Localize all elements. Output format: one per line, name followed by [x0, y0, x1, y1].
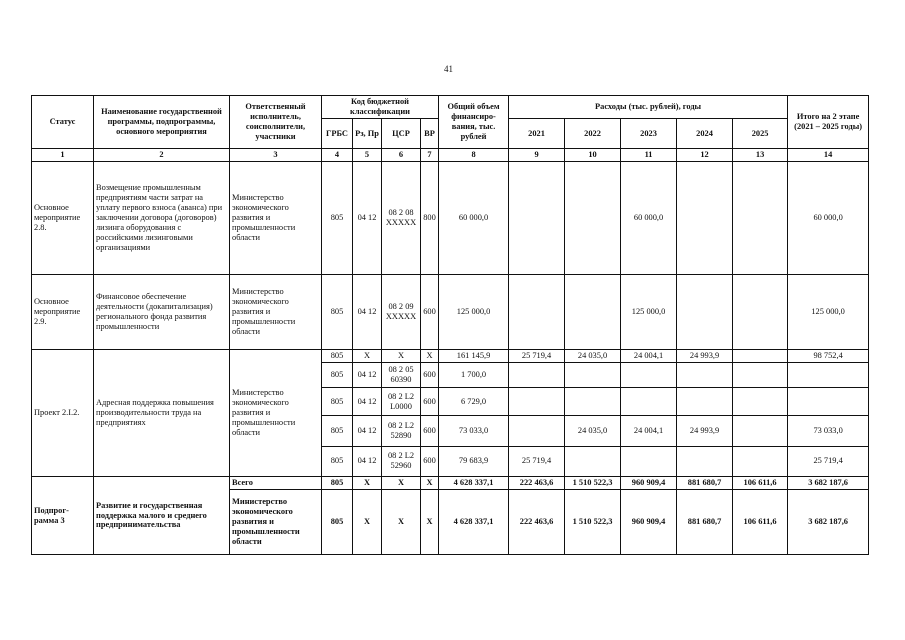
header-row-1: [32, 96, 869, 119]
col-num: 3: [230, 149, 322, 162]
row-grbs: 805: [322, 162, 353, 274]
row-2023: 60 000,0: [621, 162, 677, 274]
page-number: 41: [444, 64, 453, 74]
row-rzpr: 04 12: [353, 387, 382, 415]
row-vr: 600: [421, 446, 439, 476]
row-2021: [509, 387, 565, 415]
row-2022: [565, 362, 621, 387]
row-grbs: 805: [322, 349, 353, 362]
row-csr: 08 2 08 XXXXX: [382, 162, 421, 274]
row-2024: [677, 446, 733, 476]
row-2022: [565, 274, 621, 349]
row-2024: [677, 162, 733, 274]
col-num: 8: [439, 149, 509, 162]
row-2021: [509, 162, 565, 274]
row-vr: 600: [421, 362, 439, 387]
row-2022: 1 510 522,3: [565, 477, 621, 490]
header-rzpr: Рз, Пр: [353, 119, 382, 149]
row-responsible: Министерство экономического развития и промышленности области: [230, 274, 322, 349]
row-responsible: Министерство экономического развития и промышленности области: [230, 490, 322, 555]
col-num: 2: [94, 149, 230, 162]
header-vr: ВР: [421, 119, 439, 149]
row-2022: [565, 387, 621, 415]
header-2021: 2021: [509, 119, 565, 149]
row-total: 6 729,0: [439, 387, 509, 415]
row-2022: 24 035,0: [565, 416, 621, 446]
row-grbs: 805: [322, 274, 353, 349]
row-csr: X: [382, 490, 421, 555]
row-total: 60 000,0: [439, 162, 509, 274]
row-2024: [677, 387, 733, 415]
budget-table: [31, 95, 869, 555]
row-csr: X: [382, 477, 421, 490]
row-2023: 24 004,1: [621, 349, 677, 362]
header-responsible: Ответственный исполнитель, соисполнители, участники: [230, 96, 322, 149]
header-2025: 2025: [733, 119, 788, 149]
row-status: Подпрог-рамма 3: [32, 477, 94, 555]
row-2022: [565, 162, 621, 274]
row-2023: [621, 362, 677, 387]
row-stage-total: [788, 362, 869, 387]
row-2024: 24 993,9: [677, 416, 733, 446]
row-2021: [509, 274, 565, 349]
row-2024: [677, 274, 733, 349]
row-2025: [733, 274, 788, 349]
col-num: 13: [733, 149, 788, 162]
row-2022: [565, 446, 621, 476]
row-rzpr: 04 12: [353, 446, 382, 476]
row-rzpr: X: [353, 490, 382, 555]
row-total: 125 000,0: [439, 274, 509, 349]
row-2025: [733, 362, 788, 387]
row-name: Возмещение промышленным предприятиям части затрат на уплату первого взноса (аванса) при заключении договора (договоров) лизинга оборудования с российскими лизинговыми организациями: [94, 162, 230, 274]
row-2025: [733, 416, 788, 446]
row-total: 73 033,0: [439, 416, 509, 446]
row-2023: 125 000,0: [621, 274, 677, 349]
row-total: 4 628 337,1: [439, 490, 509, 555]
row-total: 4 628 337,1: [439, 477, 509, 490]
col-num: 9: [509, 149, 565, 162]
row-stage-total: 3 682 187,6: [788, 477, 869, 490]
row-2023: 960 909,4: [621, 490, 677, 555]
row-2023: [621, 387, 677, 415]
col-num: 14: [788, 149, 869, 162]
row-csr: 08 2 L2 52890: [382, 416, 421, 446]
row-2023: 24 004,1: [621, 416, 677, 446]
row-2025: [733, 349, 788, 362]
row-grbs: 805: [322, 362, 353, 387]
row-2025: [733, 446, 788, 476]
row-stage-total: 125 000,0: [788, 274, 869, 349]
row-grbs: 805: [322, 416, 353, 446]
row-vr: X: [421, 477, 439, 490]
row-grbs: 805: [322, 490, 353, 555]
row-2021: 222 463,6: [509, 477, 565, 490]
row-2022: 1 510 522,3: [565, 490, 621, 555]
row-stage-total: 3 682 187,6: [788, 490, 869, 555]
row-name: Финансовое обеспечение деятельности (докапитализация) регионального фонда развития промышленности: [94, 274, 230, 349]
header-2024: 2024: [677, 119, 733, 149]
row-stage-total: 60 000,0: [788, 162, 869, 274]
header-status: Статус: [32, 96, 94, 149]
row-rzpr: X: [353, 477, 382, 490]
row-stage-total: [788, 387, 869, 415]
header-2022: 2022: [565, 119, 621, 149]
row-csr: 08 2 05 60390: [382, 362, 421, 387]
row-2023: [621, 446, 677, 476]
header-2023: 2023: [621, 119, 677, 149]
row-rzpr: 04 12: [353, 416, 382, 446]
row-vr: 800: [421, 162, 439, 274]
col-num: 10: [565, 149, 621, 162]
row-2021: 25 719,4: [509, 446, 565, 476]
row-status: Проект 2.I.2.: [32, 349, 94, 476]
col-num: 11: [621, 149, 677, 162]
row-total: 1 700,0: [439, 362, 509, 387]
row-2025: [733, 162, 788, 274]
header-csr: ЦСР: [382, 119, 421, 149]
header-stage-total: Итого на 2 этапе (2021 – 2025 годы): [788, 96, 869, 149]
row-rzpr: X: [353, 349, 382, 362]
table-row-p212-0: [32, 349, 869, 362]
row-2021: 25 719,4: [509, 349, 565, 362]
row-2025: 106 611,6: [733, 477, 788, 490]
row-2024: 881 680,7: [677, 490, 733, 555]
row-2021: [509, 416, 565, 446]
row-stage-total: 25 719,4: [788, 446, 869, 476]
row-grbs: 805: [322, 446, 353, 476]
row-2023: 960 909,4: [621, 477, 677, 490]
table-row-2-9: [32, 274, 869, 349]
row-csr: 08 2 L2 52960: [382, 446, 421, 476]
row-responsible: Министерство экономического развития и промышленности области: [230, 162, 322, 274]
row-responsible: Всего: [230, 477, 322, 490]
row-2024: 881 680,7: [677, 477, 733, 490]
row-grbs: 805: [322, 477, 353, 490]
row-name: Адресная поддержка повышения производительности труда на предприятиях: [94, 349, 230, 476]
row-2024: 24 993,9: [677, 349, 733, 362]
row-total: 161 145,9: [439, 349, 509, 362]
row-vr: X: [421, 490, 439, 555]
row-2022: 24 035,0: [565, 349, 621, 362]
row-rzpr: 04 12: [353, 162, 382, 274]
row-stage-total: 98 752,4: [788, 349, 869, 362]
row-rzpr: 04 12: [353, 274, 382, 349]
row-vr: 600: [421, 387, 439, 415]
table-row-sub3-0: [32, 477, 869, 490]
row-csr: 08 2 09 XXXXX: [382, 274, 421, 349]
col-num: 7: [421, 149, 439, 162]
header-expenses: Расходы (тыс. рублей), годы: [509, 96, 788, 119]
row-rzpr: 04 12: [353, 362, 382, 387]
row-csr: 08 2 L2 L0000: [382, 387, 421, 415]
col-num: 6: [382, 149, 421, 162]
row-2025: 106 611,6: [733, 490, 788, 555]
row-total: 79 683,9: [439, 446, 509, 476]
row-status: Основное мероприятие 2.9.: [32, 274, 94, 349]
header-budget-code: Код бюджетной классификации: [322, 96, 439, 119]
row-grbs: 805: [322, 387, 353, 415]
row-2024: [677, 362, 733, 387]
row-responsible: Министерство экономического развития и промышленности области: [230, 349, 322, 476]
row-2025: [733, 387, 788, 415]
col-num: 12: [677, 149, 733, 162]
row-vr: X: [421, 349, 439, 362]
table-row-2-8: [32, 162, 869, 274]
row-status: Основное мероприятие 2.8.: [32, 162, 94, 274]
header-name: Наименование государственной программы, подпрограммы, основного мероприятия: [94, 96, 230, 149]
header-total: Общий объем финансиро-вания, тыс. рублей: [439, 96, 509, 149]
row-stage-total: 73 033,0: [788, 416, 869, 446]
row-csr: X: [382, 349, 421, 362]
col-num: 1: [32, 149, 94, 162]
row-2021: 222 463,6: [509, 490, 565, 555]
row-name: Развитие и государственная поддержка малого и среднего предпринимательства: [94, 477, 230, 555]
col-num: 4: [322, 149, 353, 162]
header-grbs: ГРБС: [322, 119, 353, 149]
row-vr: 600: [421, 416, 439, 446]
row-2021: [509, 362, 565, 387]
row-vr: 600: [421, 274, 439, 349]
column-number-row: [32, 149, 869, 162]
col-num: 5: [353, 149, 382, 162]
